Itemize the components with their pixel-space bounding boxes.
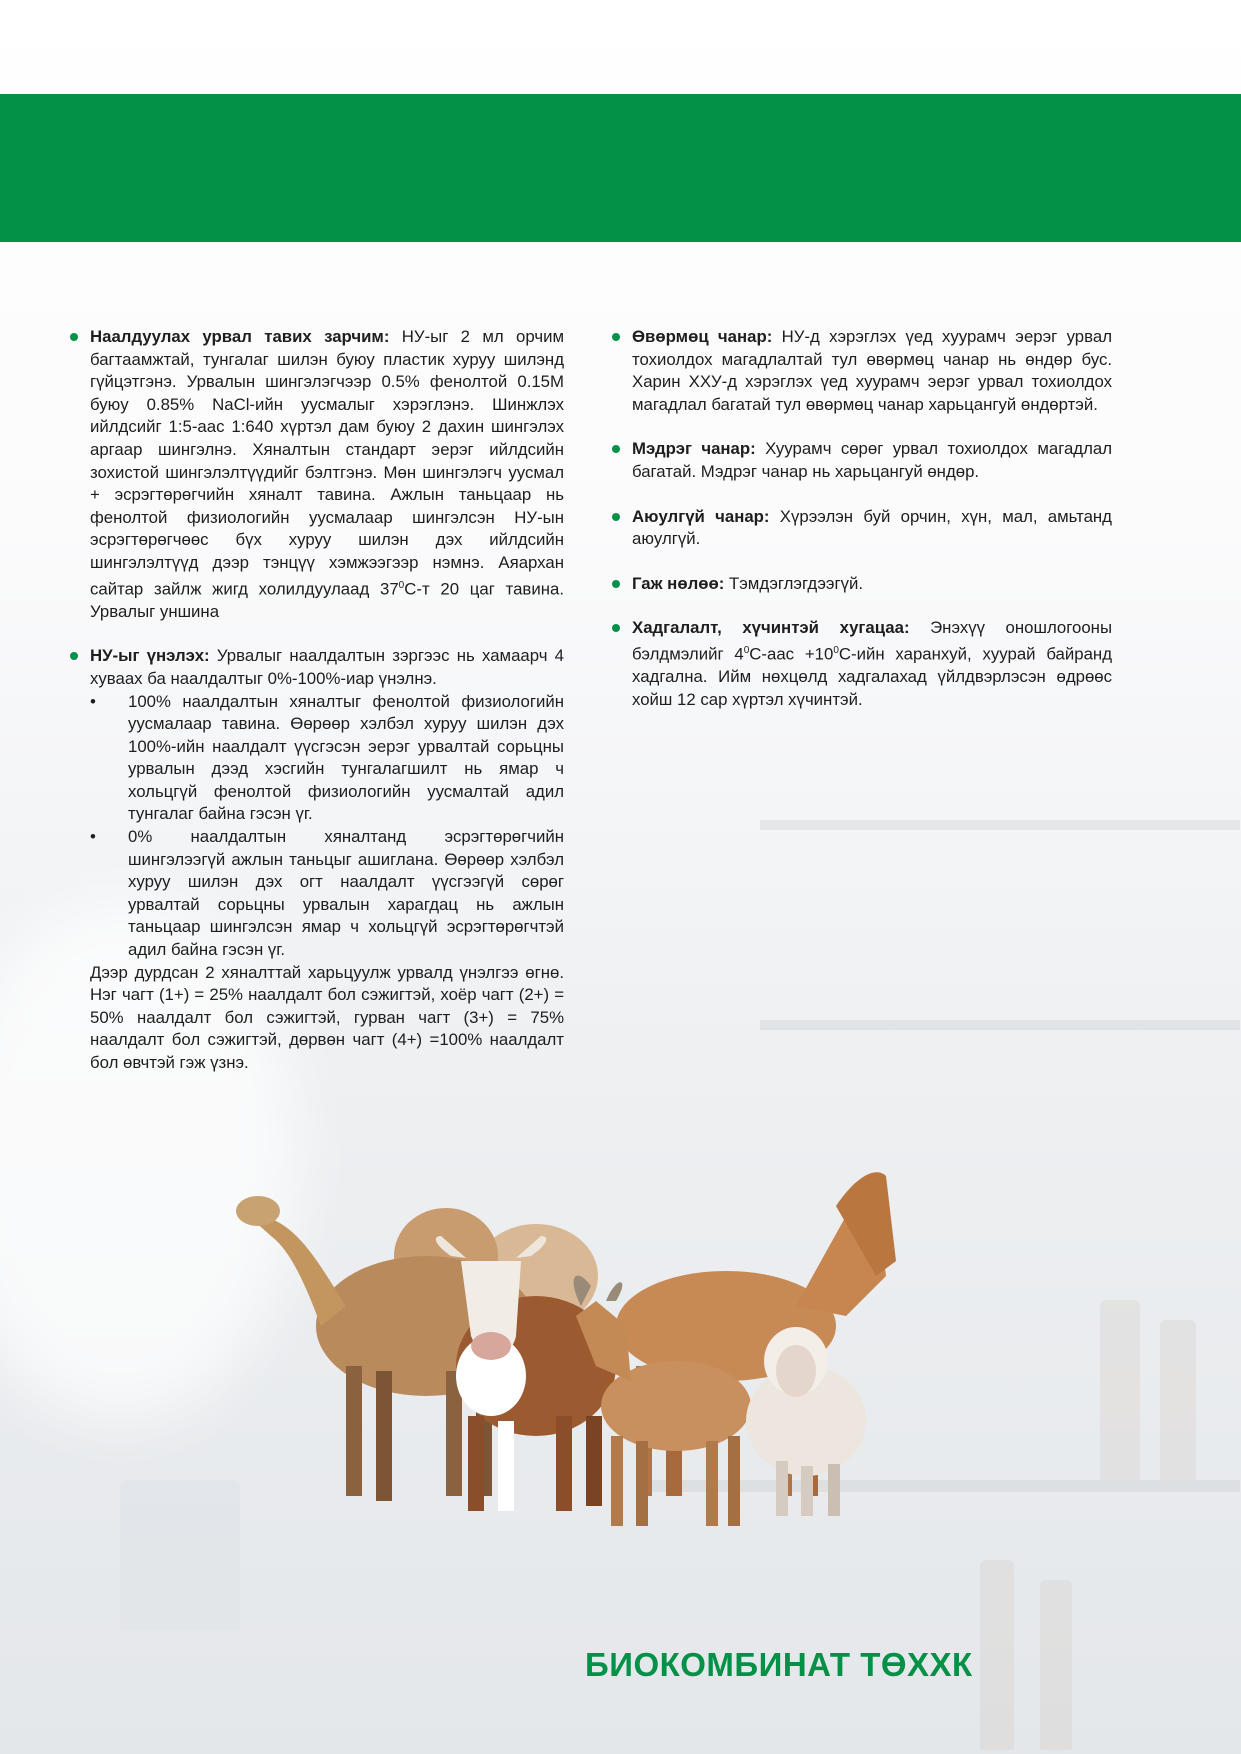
bullet-dot-icon	[612, 624, 620, 632]
storage-title: Хадгалалт, хүчинтэй хугацаа:	[632, 618, 910, 638]
degree-sup: 0	[398, 579, 405, 591]
side-effects-section	[612, 573, 1112, 596]
animals-illustration	[236, 1166, 996, 1546]
specificity-text: НУ-д хэрэглэх үед хуурамч эерэг урвал тохиолдох магадлалтай тул өвөрмөц чанар нь өндөр бус. Харин ХХУ-д хэрэглэх үед хуурамч эерэг урвал тохиолдох магадлал багатай тул өвөрмөц чанар харьцангуй өндөртэй.	[632, 327, 1112, 414]
sensitivity-section	[612, 438, 1112, 483]
degree-sup: 0	[833, 644, 839, 656]
sub-item-text: 100% наалдалтын хяналтыг фенолтой физиологийн уусмалаар тавина. Өөрөөр хэлбэл хуруу шилэн дэх 100%-ийн наалдалт үүсгэсэн эерэг урвалтай сорьцны урвалын дээд хэсгийн тунгалагшилт нь ямар ч хольцгүй фенолтой физиологийн уусмалтай адил тунгалаг байна гэсэн үг.	[128, 691, 564, 824]
safety-title: Аюулгүй чанар:	[632, 506, 770, 526]
sub-item	[90, 691, 564, 827]
right-column	[612, 326, 1112, 733]
bullet-dot-icon	[612, 333, 620, 341]
principle-section	[70, 326, 564, 623]
bullet-dot-icon	[70, 652, 78, 660]
sub-item	[90, 826, 564, 962]
storage-text-end: С-ийн харанхуй, хуурай байранд хадгална. Ийм нөхцөлд хадгалахад үйлдвэрлэсэн өдрөөс хойш 12 сар хүртэл хүчинтэй.	[632, 644, 1112, 709]
safety-section	[612, 506, 1112, 551]
evaluation-summary: Дээр дурдсан 2 хяналттай харьцуулж урвалд үнэлгээ өгнө. Нэг чагт (1+) = 25% наалдалт бол сэжигтэй, хоёр чагт (2+) = 50% наалдалт бол сэжигтэй, гурван чагт (3+) = 75% наалдалт бол сэжигтэй, дөрвөн чагт (4+) =100% наалдалт бол өвчтэй гэж үзнэ.	[90, 962, 564, 1072]
bullet-dot-icon	[612, 445, 620, 453]
sensitivity-title: Мэдрэг чанар:	[632, 439, 756, 459]
principle-text: НУ-ыг 2 мл орчим багтаамжтай, тунгалаг шилэн буюу пластик хуруу шилэнд гүйцэтгэнэ. Урвалын шингэлэгчээр 0.5% фенолтой 0.15М буюу 0.85% NaCl-ийн уусмалыг хэрэглэнэ. Шинжлэх ийлдсийг 1:5-аас 1:640 хүртэл дам буюу 2 дахин шингэлэх аргаар шингэлнэ. Хяналтын стандарт эерэг ийлдсийн зохистой шингэлэлтүүдийг бэлтгэнэ. Мөн шингэлэгч уусмал + эсрэгтөрөгчийн хяналт тавина. Ажлын таньцаар нь фенолтой физиологийн уусмалаар шингэлсэн НУ-ын эсрэгтөрөгчөөс бүх хуруу шилэн дэх ийлдсийн шингэлэлтүүд дээр тэнцүү хэмжээгээр нэмнэ. Аяархан сайтар зайлж жигд холилдуулаад 37	[90, 327, 564, 599]
degree-sup: 0	[743, 644, 750, 656]
sub-bullet: •	[90, 691, 96, 711]
brand-name: БИОКОМБИНАТ ТӨХХК	[585, 1646, 973, 1683]
left-column	[70, 326, 564, 1075]
bullet-dot-icon	[70, 333, 78, 341]
safety-text: Хүрээлэн буй орчин, хүн, мал, амьтанд аюулгүй.	[632, 506, 1112, 549]
evaluation-title: НУ-ыг үнэлэх:	[90, 646, 210, 666]
sub-bullet: •	[90, 827, 96, 847]
side-effects-text: Тэмдэглэгдээгүй.	[724, 573, 864, 593]
sub-item-text: 0% наалдалтын хяналтанд эсрэгтөрөгчийн шингэлээгүй ажлын таньцыг ашиглана. Өөрөөр хэлбэл хуруу шилэн дэх огт наалдалт үүсгээгүй сөрөг урвалтай сорьцны урвалын харагдац нь ажлын таньцаар шингэлсэн ямар ч хольцгүй эсрэгтөрөгчтэй адил байна гэсэн үг.	[128, 827, 564, 960]
principle-text-end: С-т 20 цаг тавина. Урвалыг уншина	[90, 579, 564, 621]
storage-section	[612, 617, 1112, 711]
specificity-section	[612, 326, 1112, 416]
storage-text-mid: С-аас +10	[749, 644, 834, 664]
storage-text: Энэхүү оношлогооны бэлдмэлийг 4	[632, 618, 1113, 664]
sensitivity-text: Хуурамч сөрөг урвал тохиолдох магадлал багатай. Мэдрэг чанар нь харьцангуй өндөр.	[632, 439, 1112, 481]
evaluation-section	[70, 645, 564, 961]
evaluation-text: Урвалыг наалдалтын зэргээс нь хамаарч 4 хуваах ба наалдалтыг 0%-100%-иар үнэлнэ.	[90, 646, 565, 688]
bullet-dot-icon	[612, 513, 620, 521]
side-effects-title: Гаж нөлөө:	[632, 573, 725, 593]
specificity-title: Өвөрмөц чанар:	[632, 327, 773, 346]
bullet-dot-icon	[612, 580, 620, 588]
header-band	[0, 94, 1241, 242]
principle-title: Наалдуулах урвал тавих зарчим:	[90, 327, 390, 346]
